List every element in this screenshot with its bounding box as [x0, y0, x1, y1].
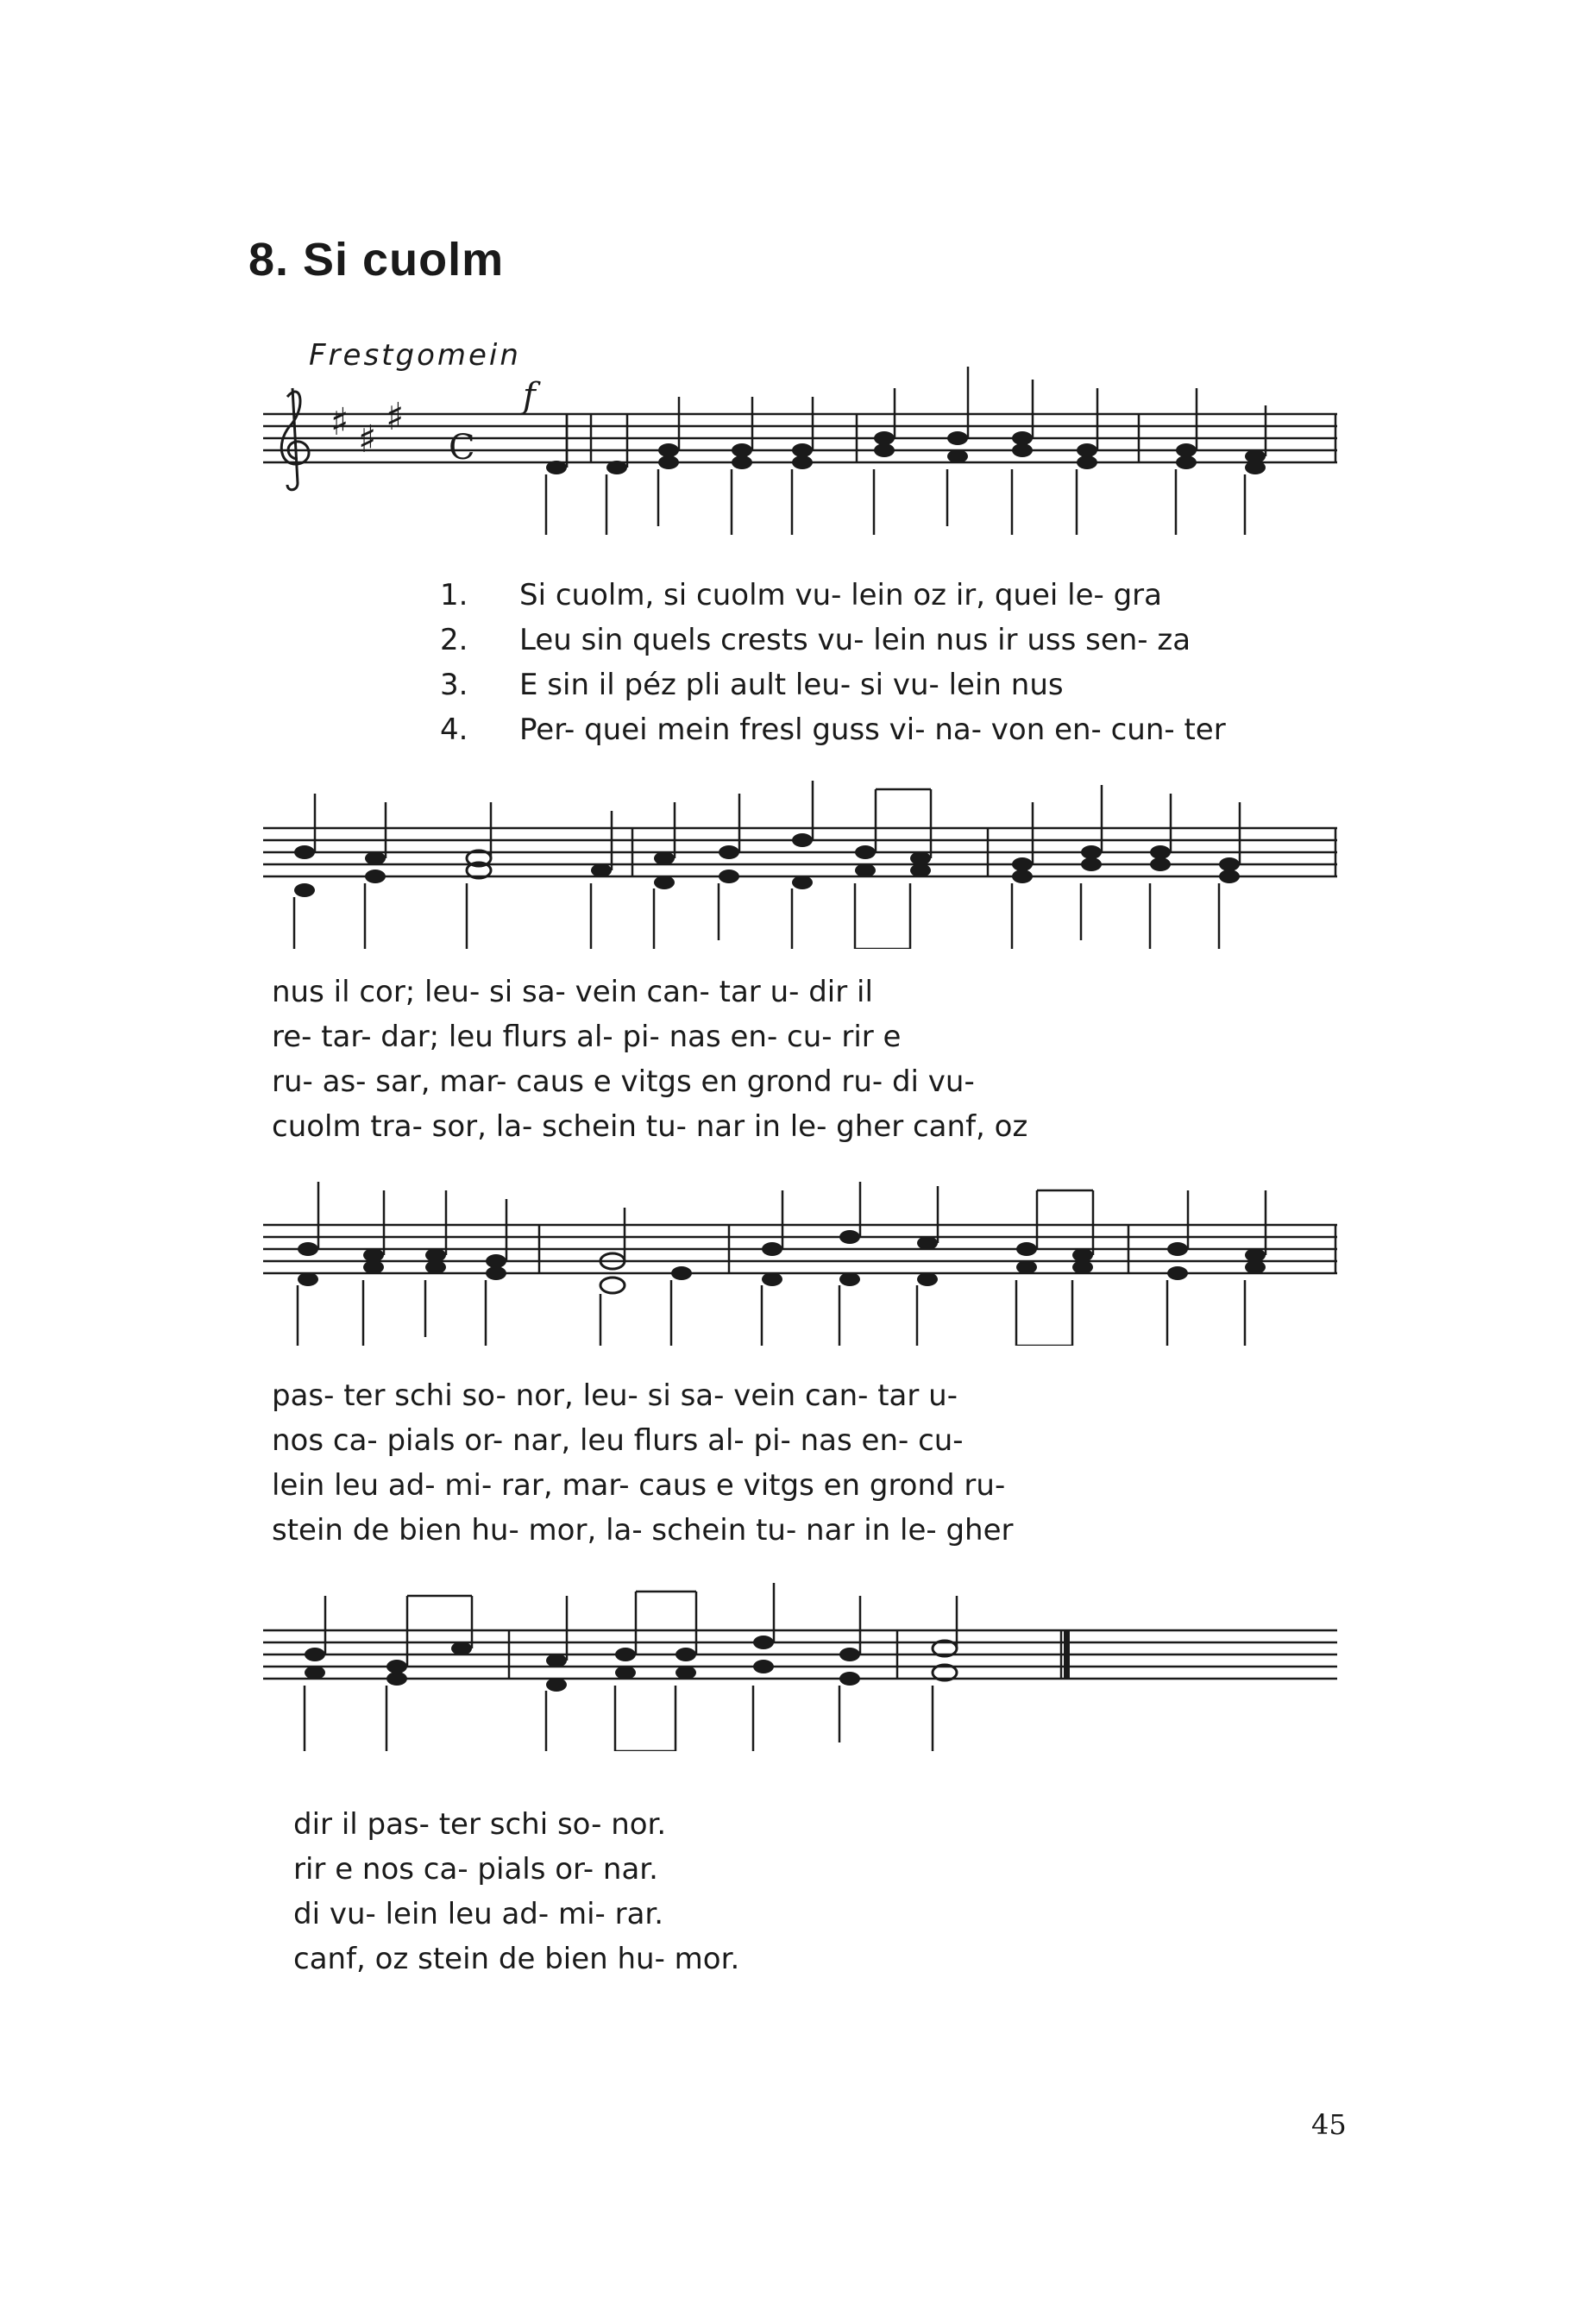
- lyric-line: pas- ter schi so- nor, leu- si sa- vein can- tar u-: [272, 1378, 958, 1413]
- tempo-marking: Frestgomein: [309, 338, 521, 373]
- lyrics-block-4: [293, 1807, 739, 1987]
- svg-text:♯: ♯: [358, 418, 377, 461]
- page-number: 45: [1311, 2108, 1347, 2141]
- svg-text:♯: ♯: [330, 400, 349, 444]
- lyric-line: re- tar- dar; leu flurs al- pi- nas en- cu- rir e: [272, 1020, 902, 1054]
- verse-number: 1.: [440, 578, 468, 612]
- lyric-line: stein de bien hu- mor, la- schein tu- nar in le- gher: [272, 1513, 1014, 1548]
- svg-text:♯: ♯: [386, 395, 405, 439]
- lyric-line: di vu- lein leu ad- mi- rar.: [293, 1897, 664, 1931]
- lyric-line: canf, oz stein de bien hu- mor.: [293, 1942, 740, 1976]
- lyric-line: dir il pas- ter schi so- nor.: [293, 1807, 667, 1842]
- dynamic-marking: f: [523, 376, 536, 416]
- lyric-line: Per- quei mein fresl guss vi- na- von en- cun- ter: [519, 713, 1226, 747]
- lyrics-block-3: [272, 1378, 1014, 1558]
- music-staff-4: [263, 1579, 1337, 1751]
- music-staff-2: [263, 776, 1337, 949]
- verse-number: 4.: [440, 713, 468, 747]
- song-title: 8. Si cuolm: [248, 234, 505, 286]
- svg-text:C: C: [449, 428, 475, 468]
- lyric-line: ru- as- sar, mar- caus e vitgs en grond ru- di vu-: [272, 1064, 975, 1099]
- lyric-line: cuolm tra- sor, la- schein tu- nar in le- gher canf, oz: [272, 1109, 1028, 1144]
- lyric-line: nos ca- pials or- nar, leu flurs al- pi- nas en- cu-: [272, 1423, 964, 1458]
- verse-number: 3.: [440, 668, 468, 702]
- music-staff-3: [263, 1173, 1337, 1346]
- lyric-line: Si cuolm, si cuolm vu- lein oz ir, quei le- gra: [519, 578, 1162, 612]
- lyric-line: nus il cor; leu- si sa- vein can- tar u- dir il: [272, 975, 873, 1009]
- lyric-line: lein leu ad- mi- rar, mar- caus e vitgs en grond ru-: [272, 1468, 1006, 1503]
- verse-number: 2.: [440, 623, 468, 657]
- music-staff-1: [263, 362, 1337, 535]
- lyrics-block-2: [272, 975, 1027, 1154]
- lyric-line: Leu sin quels crests vu- lein nus ir uss sen- za: [519, 623, 1191, 657]
- lyric-line: rir e nos ca- pials or- nar.: [293, 1852, 658, 1887]
- lyric-line: E sin il péz pli ault leu- si vu- lein nus: [519, 668, 1064, 702]
